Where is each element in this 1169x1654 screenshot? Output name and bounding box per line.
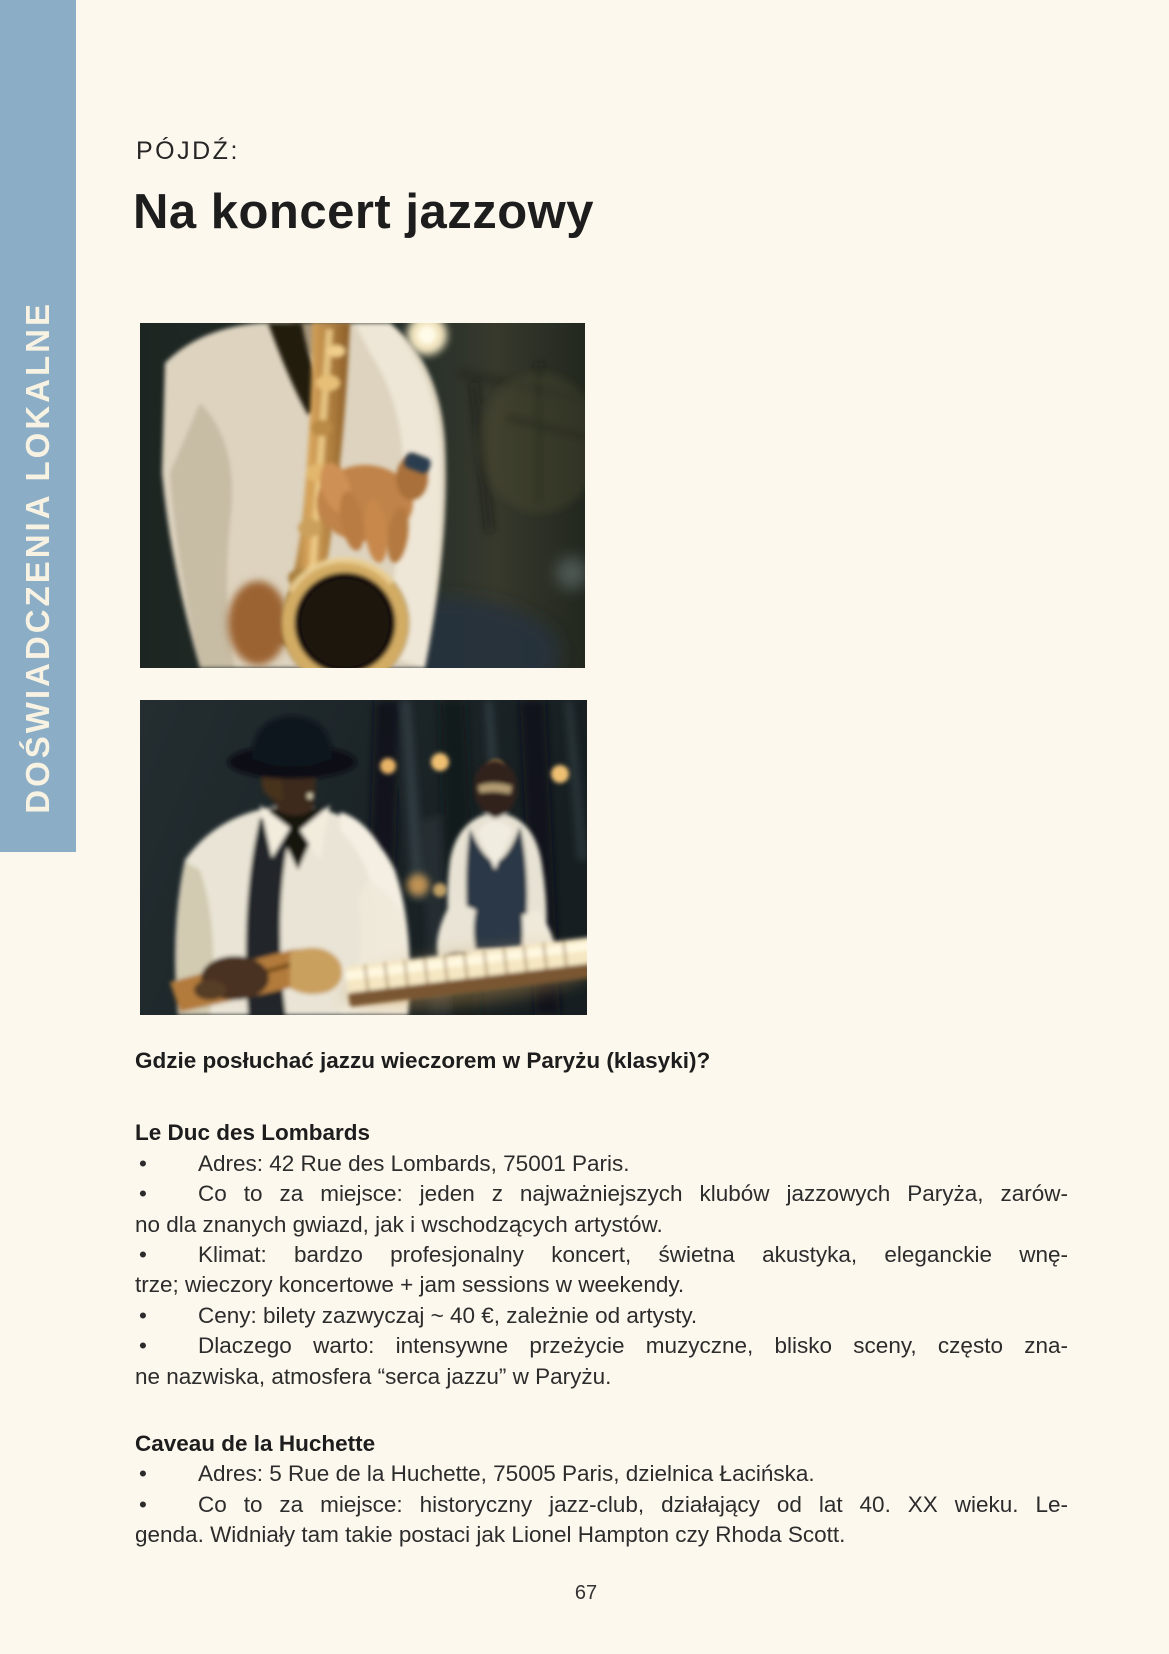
venue-detail-text: Co to za miejsce: jeden z najważniejszych klubów jazzowych Paryża, zarów- xyxy=(198,1181,1068,1207)
bullet-glyph: • xyxy=(139,1181,147,1207)
venues-listing xyxy=(135,1046,1068,1551)
venue-name: Le Duc des Lombards xyxy=(135,1120,371,1146)
venue-detail-text: no dla znanych gwiazd, jak i wschodzących artystów. xyxy=(135,1211,663,1237)
venue-detail-text: Dlaczego warto: intensywne przeżycie muzyczne, blisko sceny, często zna- xyxy=(198,1333,1068,1359)
bullet-glyph: • xyxy=(139,1333,147,1359)
venue-detail-text: ne nazwiska, atmosfera “serca jazzu” w Paryżu. xyxy=(135,1363,612,1389)
venue-detail-line xyxy=(135,1240,1068,1270)
bullet-glyph: • xyxy=(139,1461,147,1487)
venue-detail-line xyxy=(135,1179,1068,1209)
venue-detail-line xyxy=(135,1210,1068,1240)
section-kicker: PÓJDŹ: xyxy=(136,137,240,165)
bullet-glyph: • xyxy=(139,1491,147,1517)
venue-detail-line xyxy=(135,1362,1068,1392)
venue-detail-line xyxy=(135,1301,1068,1331)
bullet-glyph: • xyxy=(139,1302,147,1328)
venue-detail-text: trze; wieczory koncertowe + jam sessions w weekendy. xyxy=(135,1272,685,1298)
venue-detail-text: Klimat: bardzo profesjonalny koncert, świetna akustyka, eleganckie wnę- xyxy=(198,1242,1068,1268)
venue-detail-line xyxy=(135,1270,1068,1300)
venue-detail-line xyxy=(135,1520,1068,1550)
venue-detail-line xyxy=(135,1459,1068,1489)
bullet-glyph: • xyxy=(139,1150,147,1176)
jazz-band-photo xyxy=(140,700,587,1015)
venue-detail-text: Co to za miejsce: historyczny jazz-club, działający od lat 40. XX wieku. Le- xyxy=(198,1491,1068,1517)
saxophonist-photo xyxy=(140,323,585,668)
venue-detail-text: genda. Widniały tam takie postaci jak Lionel Hampton czy Rhoda Scott. xyxy=(135,1522,846,1548)
venue-detail-line xyxy=(135,1331,1068,1361)
venue-detail-line xyxy=(135,1490,1068,1520)
venue-detail-line xyxy=(135,1149,1068,1179)
chapter-sidebar xyxy=(0,0,76,852)
venue-detail-text: Ceny: bilety zazwyczaj ~ 40 €, zależnie od artysty. xyxy=(198,1302,698,1328)
page-title: Na koncert jazzowy xyxy=(133,185,595,239)
venue-detail-text: Adres: 42 Rue des Lombards, 75001 Paris. xyxy=(198,1150,630,1176)
bullet-glyph: • xyxy=(139,1242,147,1268)
venue-details xyxy=(135,1149,1068,1392)
venue-details xyxy=(135,1459,1068,1550)
jazz-band-photo-art xyxy=(140,700,587,1015)
listing-heading: Gdzie posłuchać jazzu wieczorem w Paryżu (klasyki)? xyxy=(135,1048,711,1073)
venue-detail-text: Adres: 5 Rue de la Huchette, 75005 Paris, dzielnica Łacińska. xyxy=(198,1461,815,1487)
chapter-label: DOŚWIADCZENIA LOKALNE xyxy=(19,301,56,814)
venue-caveau-de-la-huchette xyxy=(135,1429,1068,1551)
venue-le-duc-des-lombards xyxy=(135,1118,1068,1392)
page-number: 67 xyxy=(574,1582,598,1604)
saxophonist-photo-art xyxy=(140,323,585,668)
venue-name: Caveau de la Huchette xyxy=(135,1431,376,1457)
